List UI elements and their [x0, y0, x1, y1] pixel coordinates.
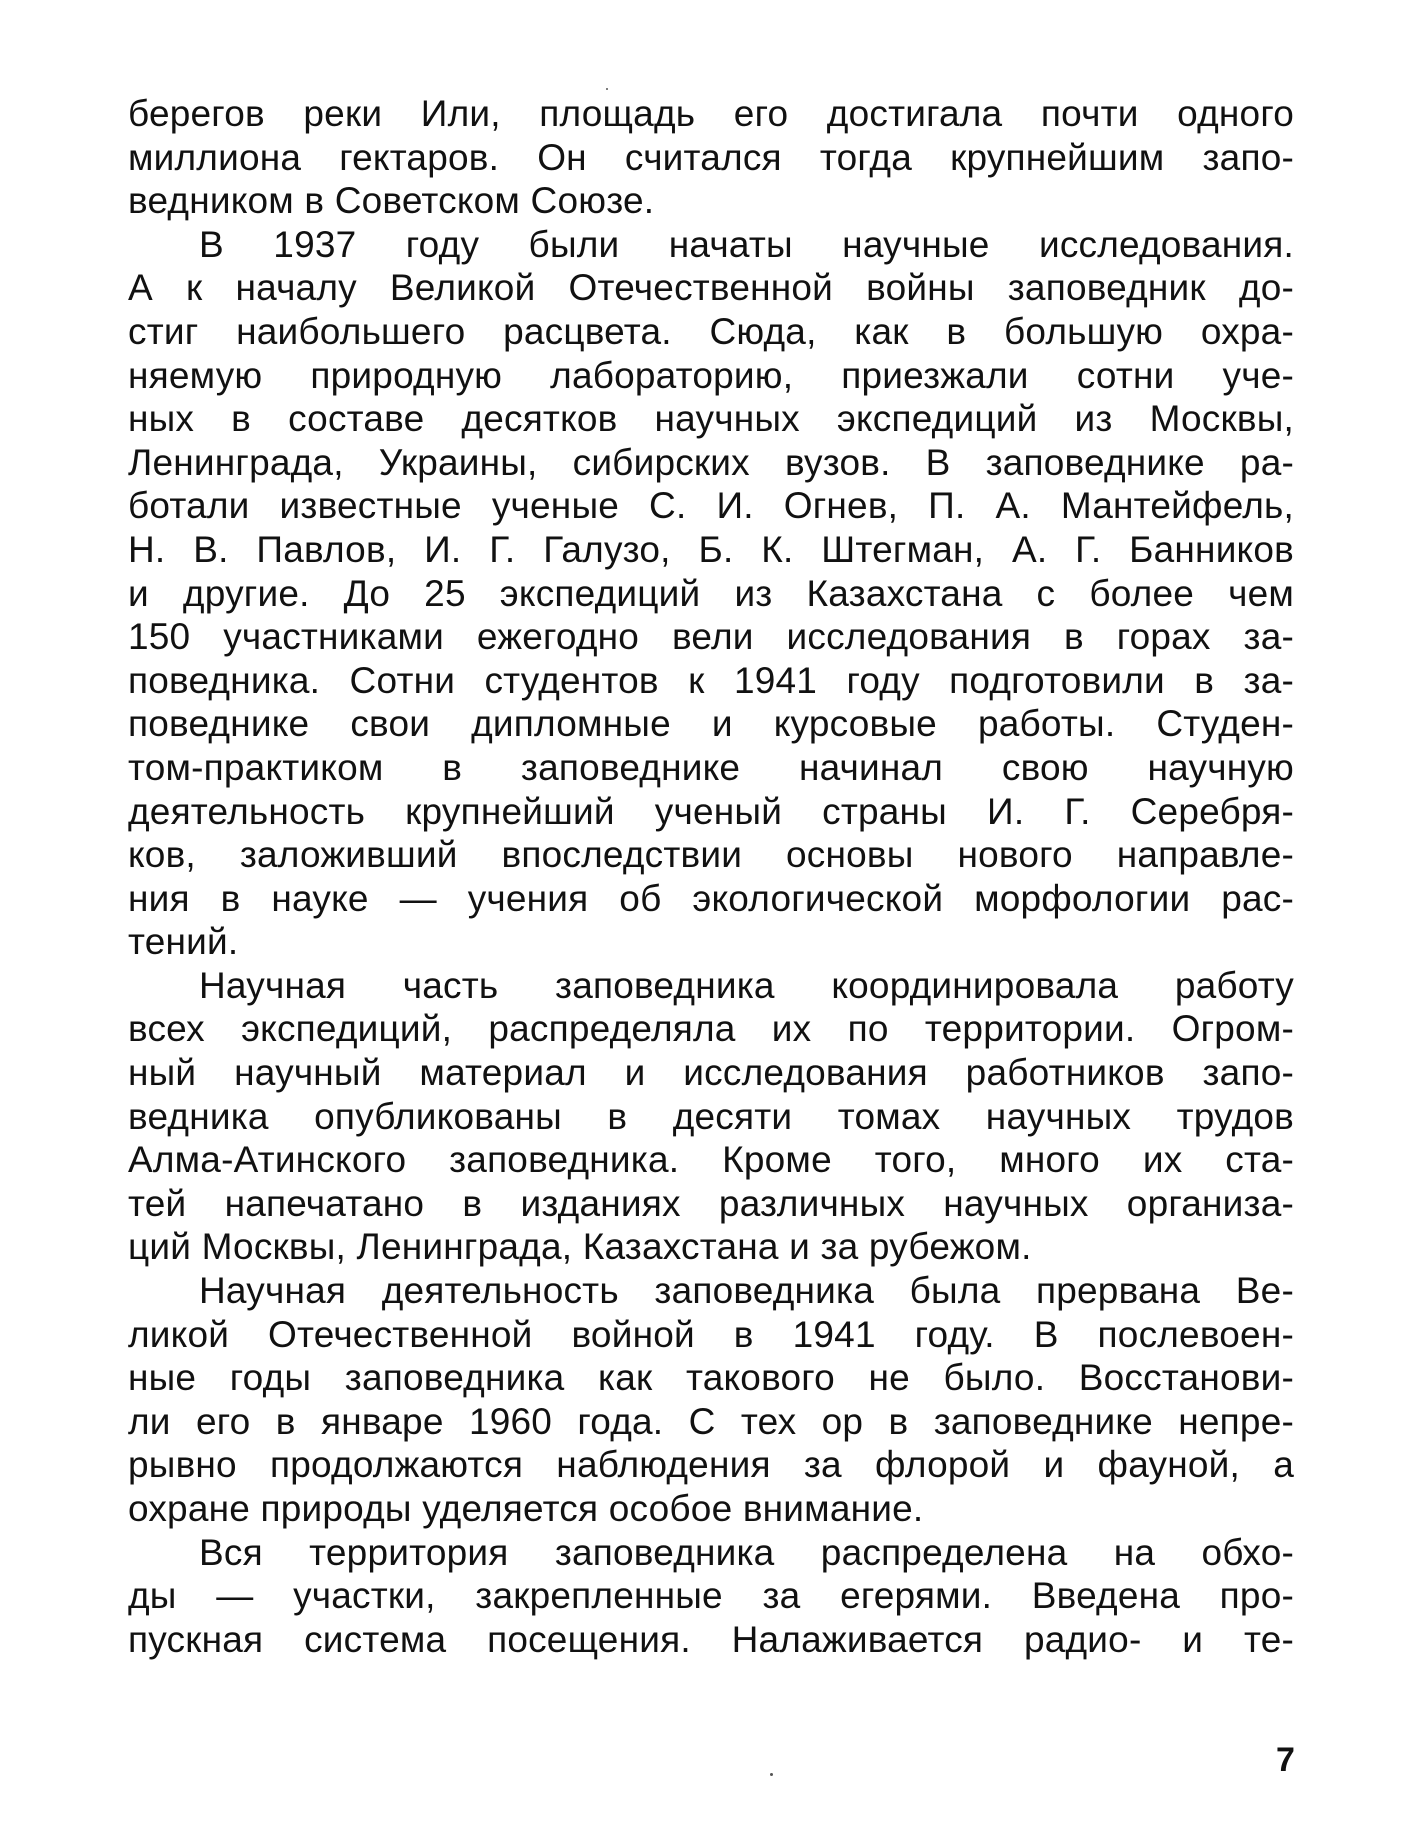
text-line: том-практиком в заповеднике начинал свою научную — [128, 746, 1294, 788]
page-number: 7 — [1276, 1741, 1295, 1779]
text-line: ботали известные ученые С. И. Огнев, П. А. Мантейфель, — [128, 485, 1294, 527]
text-line: ния в науке — учения об экологической морфологии рас- — [128, 877, 1294, 919]
text-line: ведником в Советском Союзе. — [128, 180, 655, 222]
text-line: рывно продолжаются наблюдения за флорой и фауной, а — [128, 1444, 1294, 1486]
paragraph-4 — [128, 1269, 1294, 1531]
text-line: стиг наибольшего расцвета. Сюда, как в большую охра- — [128, 310, 1294, 352]
text-line: няемую природную лабораторию, приезжали сотни уче- — [128, 354, 1294, 396]
text-line: Научная деятельность заповедника была прервана Ве- — [199, 1270, 1294, 1312]
text-line: ды — участки, закрепленные за егерями. Введена про- — [128, 1575, 1294, 1617]
paragraph-1 — [128, 92, 1294, 223]
text-line: Н. В. Павлов, И. Г. Галузо, Б. К. Штегман, А. Г. Банников — [128, 528, 1294, 570]
text-line: всех экспедиций, распределяла их по территории. Огром- — [128, 1008, 1294, 1050]
text-line: А к началу Великой Отечественной войны заповедник до- — [128, 267, 1294, 309]
text-line: поведнике свои дипломные и курсовые работы. Студен- — [128, 703, 1294, 745]
paragraph-3 — [128, 964, 1294, 1269]
text-line: миллиона гектаров. Он считался тогда крупнейшим запо- — [128, 136, 1294, 178]
text-line: охране природы уделяется особое внимание. — [128, 1488, 924, 1529]
text-line: ных в составе десятков научных экспедиций из Москвы, — [128, 398, 1294, 440]
paragraph-5 — [128, 1531, 1294, 1662]
text-line: ций Москвы, Ленинграда, Казахстана и за рубежом. — [128, 1226, 1032, 1268]
text-line: 150 участниками ежегодно вели исследования в горах за- — [128, 616, 1294, 658]
text-line: берегов реки Или, площадь его достигала почти одного — [128, 93, 1294, 134]
text-line: поведника. Сотни студентов к 1941 году подготовили в за- — [128, 659, 1294, 701]
text-line: тей напечатано в изданиях различных научных организа- — [128, 1182, 1294, 1224]
text-line: тений. — [128, 921, 239, 963]
text-line: Алма-Атинского заповедника. Кроме того, много их ста- — [128, 1139, 1294, 1181]
text-line: Ленинграда, Украины, сибирских вузов. В заповеднике ра- — [128, 441, 1294, 483]
scan-speck — [770, 1773, 773, 1776]
paragraph-2 — [128, 223, 1294, 964]
text-line: Научная часть заповедника координировала работу — [199, 964, 1294, 1006]
text-line: Вся территория заповедника распределена на обхо- — [199, 1531, 1294, 1573]
text-line: В 1937 году были начаты научные исследования. — [199, 223, 1294, 265]
body-text — [128, 92, 1294, 1661]
text-line: и другие. До 25 экспедиций из Казахстана с более чем — [128, 572, 1294, 614]
text-line: ликой Отечественной войной в 1941 году. В послевоен- — [128, 1313, 1294, 1355]
text-line: пускная система посещения. Налаживается радио- и те- — [128, 1618, 1294, 1660]
text-line: деятельность крупнейший ученый страны И. Г. Серебря- — [128, 790, 1294, 832]
text-line: ли его в январе 1960 года. С тех ор в заповеднике непре- — [128, 1400, 1294, 1442]
text-line: ведника опубликованы в десяти томах научных трудов — [128, 1095, 1294, 1137]
text-line: ков, заложивший впоследствии основы нового направле- — [128, 834, 1294, 876]
text-line: ный научный материал и исследования работников запо- — [128, 1052, 1294, 1094]
text-line: ные годы заповедника как такового не было. Восстанови- — [128, 1357, 1294, 1399]
scan-speck — [606, 88, 608, 90]
